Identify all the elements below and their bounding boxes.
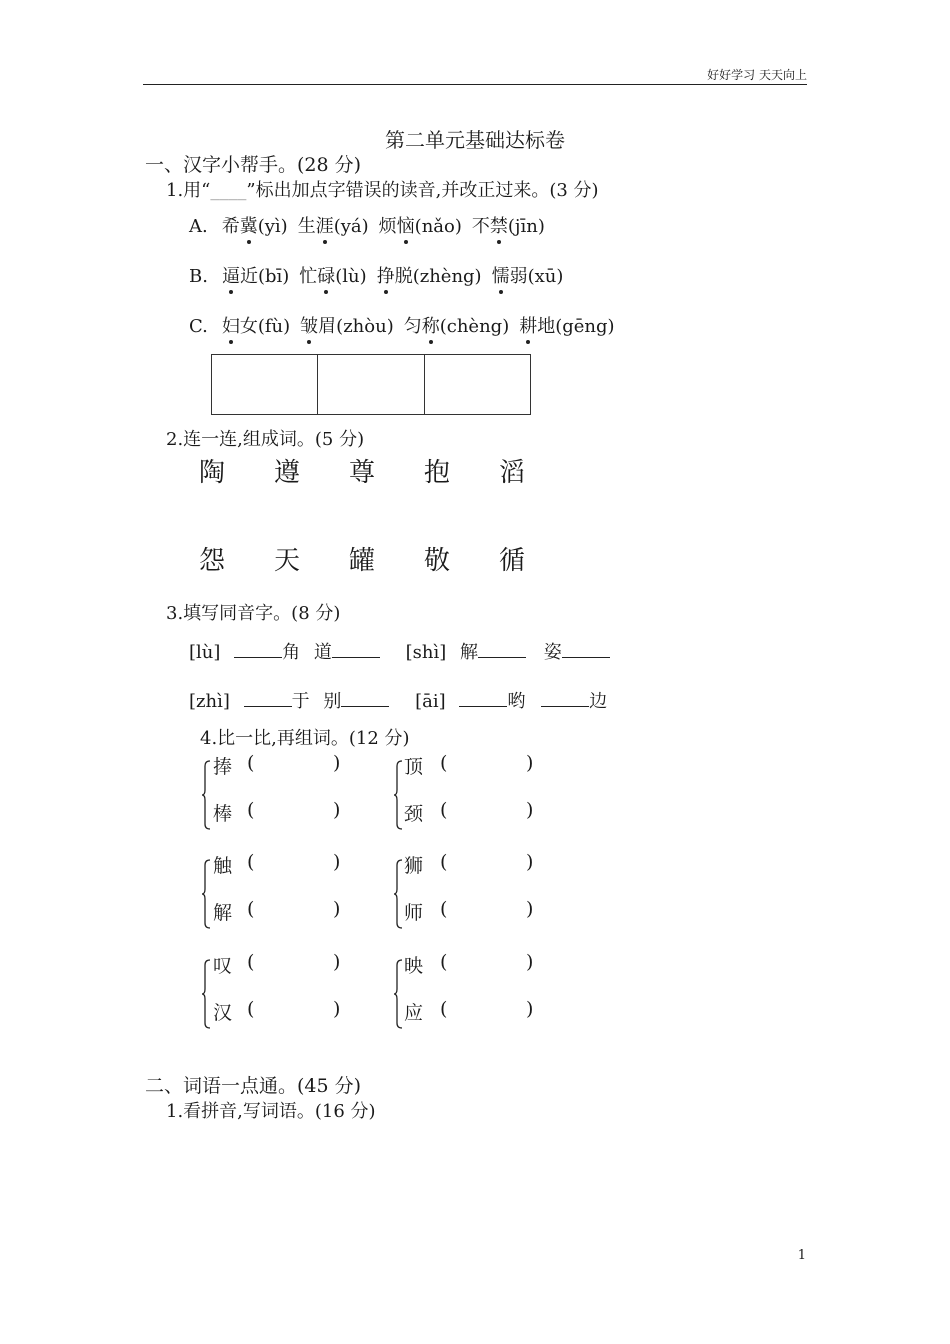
q2-bottom-char: 怨: [199, 546, 226, 576]
fill-blank[interactable]: [541, 705, 589, 707]
fill-blank[interactable]: [459, 705, 507, 707]
pinyin-label: [shì]: [405, 642, 447, 663]
dotted-char: 恼: [397, 212, 415, 238]
pinyin: (fù): [257, 316, 291, 337]
dotted-char: 碌: [317, 262, 335, 288]
fill-blank[interactable]: [234, 656, 282, 658]
brace-icon: [201, 760, 209, 830]
answer-box[interactable]: [212, 355, 318, 414]
answer-paren-open: (: [247, 951, 255, 973]
pinyin: (yì): [257, 216, 288, 237]
q2-top-char: 尊: [349, 458, 376, 488]
word-char: 脱: [394, 266, 413, 287]
option-letter: B.: [189, 266, 208, 287]
word-char: 近: [239, 266, 258, 287]
answer-paren-close: ): [333, 951, 341, 973]
q3-char: 哟: [507, 691, 526, 712]
header-rule: [143, 84, 807, 85]
dotted-char: 逼: [222, 262, 240, 288]
answer-paren-close: ): [526, 951, 534, 973]
answer-box[interactable]: [425, 355, 530, 414]
word-char: 匀: [403, 316, 422, 337]
pinyin-label: [āi]: [415, 691, 446, 712]
q3-char: 边: [589, 691, 608, 712]
pinyin: (zhòu): [336, 316, 394, 337]
word-with-pinyin: [519, 316, 614, 337]
compare-char: 捧: [213, 756, 233, 778]
pinyin: (chèng): [439, 316, 510, 337]
answer-paren-close: ): [526, 898, 534, 920]
q3-char: 角: [282, 642, 301, 663]
word-with-pinyin: [300, 316, 394, 337]
answer-paren-open: (: [247, 752, 255, 774]
q3-char: 解: [459, 642, 478, 663]
fill-blank[interactable]: [332, 656, 380, 658]
q1-answer-boxes: [211, 354, 531, 415]
word-char: 不: [471, 216, 490, 237]
answer-paren-open: (: [440, 998, 448, 1020]
section1-heading: 一、汉字小帮手。(28 分): [145, 154, 362, 176]
option-letter: C.: [189, 316, 208, 337]
word-with-pinyin: [222, 266, 289, 287]
section2-q1-prompt: 1.看拼音,写词语。(16 分): [166, 1101, 376, 1122]
answer-paren-open: (: [440, 951, 448, 973]
word-with-pinyin: [222, 216, 288, 237]
word-with-pinyin: [404, 316, 510, 337]
word-with-pinyin: [377, 266, 482, 287]
q3-prompt: 3.填写同音字。(8 分): [166, 603, 341, 624]
word-char: 弱: [509, 266, 528, 287]
word-char: 希: [221, 216, 240, 237]
answer-paren-close: ): [526, 998, 534, 1020]
pinyin: (zhèng): [412, 266, 482, 287]
q1-option-b: [189, 262, 573, 288]
answer-paren-open: (: [440, 898, 448, 920]
dotted-char: 妇: [222, 312, 240, 338]
page-number: 1: [797, 1248, 806, 1263]
compare-char: 汉: [213, 1002, 233, 1024]
word-char: 眉: [318, 316, 337, 337]
word-with-pinyin: [379, 216, 462, 237]
pinyin: (jīn): [507, 216, 545, 237]
dotted-char: 懦: [492, 262, 510, 288]
pinyin: (gēng): [555, 316, 615, 337]
word-with-pinyin: [298, 216, 369, 237]
answer-paren-close: ): [333, 998, 341, 1020]
pinyin: (nǎo): [414, 216, 462, 237]
word-with-pinyin: [222, 316, 290, 337]
section2-heading: 二、词语一点通。(45 分): [145, 1075, 362, 1097]
pinyin: (xū): [527, 266, 564, 287]
answer-box[interactable]: [318, 355, 424, 414]
q2-top-row: [0, 452, 950, 492]
q3-row-2: [189, 687, 607, 713]
answer-paren-close: ): [333, 752, 341, 774]
dotted-char: 冀: [240, 212, 258, 238]
dotted-char: 皱: [300, 312, 318, 338]
compare-char: 师: [404, 902, 424, 924]
word-char: 女: [239, 316, 258, 337]
dotted-char: 禁: [490, 212, 508, 238]
pinyin-label: [lù]: [189, 642, 221, 663]
q2-bottom-char: 敬: [424, 546, 451, 576]
pinyin-label: [zhì]: [189, 691, 230, 712]
compare-char: 顶: [404, 756, 424, 778]
q2-prompt: 2.连一连,组成词。(5 分): [166, 429, 365, 450]
q2-bottom-char: 罐: [349, 546, 376, 576]
q2-bottom-char: 循: [499, 546, 526, 576]
compare-char: 颈: [404, 803, 424, 825]
answer-paren-open: (: [440, 799, 448, 821]
answer-paren-open: (: [247, 898, 255, 920]
pinyin: (lù): [335, 266, 367, 287]
word-char: 生: [297, 216, 316, 237]
fill-blank[interactable]: [341, 705, 389, 707]
brace-icon: [201, 859, 209, 929]
q3-row-1: [189, 638, 610, 664]
answer-paren-open: (: [247, 998, 255, 1020]
answer-paren-close: ): [526, 752, 534, 774]
brace-icon: [201, 959, 209, 1029]
dotted-char: 耕: [519, 312, 537, 338]
compare-char: 狮: [404, 855, 424, 877]
answer-paren-open: (: [440, 851, 448, 873]
fill-blank[interactable]: [562, 656, 610, 658]
word-char: 地: [537, 316, 556, 337]
q1-prompt: [166, 176, 599, 202]
dotted-char: 称: [422, 312, 440, 338]
header-slogan: 好好学习 天天向上: [707, 68, 807, 82]
compare-char: 棒: [213, 803, 233, 825]
answer-paren-close: ): [526, 799, 534, 821]
q3-char: 于: [291, 691, 310, 712]
q3-char: 姿: [543, 642, 562, 663]
option-letter: A.: [189, 216, 208, 237]
brace-icon: [393, 959, 401, 1029]
q2-top-char: 陶: [199, 458, 226, 488]
answer-paren-close: ): [333, 851, 341, 873]
compare-char: 叹: [213, 955, 233, 977]
brace-icon: [393, 859, 401, 929]
q1-option-a: [189, 212, 555, 238]
q1-prompt-part-b: ”标出加点字错误的读音,并改正过来。(3 分): [246, 180, 599, 201]
word-with-pinyin: [472, 216, 545, 237]
q3-char: 道: [313, 642, 332, 663]
q2-bottom-char: 天: [274, 546, 301, 576]
fill-blank[interactable]: [478, 656, 526, 658]
answer-paren-close: ): [333, 799, 341, 821]
compare-char: 映: [404, 955, 424, 977]
dotted-char: 挣: [377, 262, 395, 288]
answer-paren-open: (: [247, 799, 255, 821]
answer-paren-open: (: [440, 752, 448, 774]
answer-paren-open: (: [247, 851, 255, 873]
answer-paren-close: ): [526, 851, 534, 873]
q4-prompt: 4.比一比,再组词。(12 分): [200, 728, 410, 749]
word-char: 烦: [378, 216, 397, 237]
compare-char: 触: [213, 855, 233, 877]
q1-prompt-part-a: 1.用“: [166, 180, 211, 201]
pinyin: (bī): [257, 266, 290, 287]
q2-top-char: 遵: [274, 458, 301, 488]
page-title: 第二单元基础达标卷: [385, 128, 565, 152]
word-with-pinyin: [299, 266, 366, 287]
q3-char: 别: [323, 691, 342, 712]
pinyin: (yá): [333, 216, 369, 237]
q2-top-char: 滔: [499, 458, 526, 488]
word-char: 忙: [299, 266, 318, 287]
brace-icon: [393, 760, 401, 830]
compare-char: 应: [404, 1002, 424, 1024]
dotted-char: 涯: [316, 212, 334, 238]
answer-paren-close: ): [333, 898, 341, 920]
fill-blank[interactable]: [244, 705, 292, 707]
word-with-pinyin: [492, 266, 564, 287]
q1-prompt-blank: ____: [210, 180, 247, 201]
q2-top-char: 抱: [424, 458, 451, 488]
q1-option-c: [189, 312, 625, 338]
compare-char: 解: [213, 902, 233, 924]
q2-bottom-row: [0, 540, 950, 580]
